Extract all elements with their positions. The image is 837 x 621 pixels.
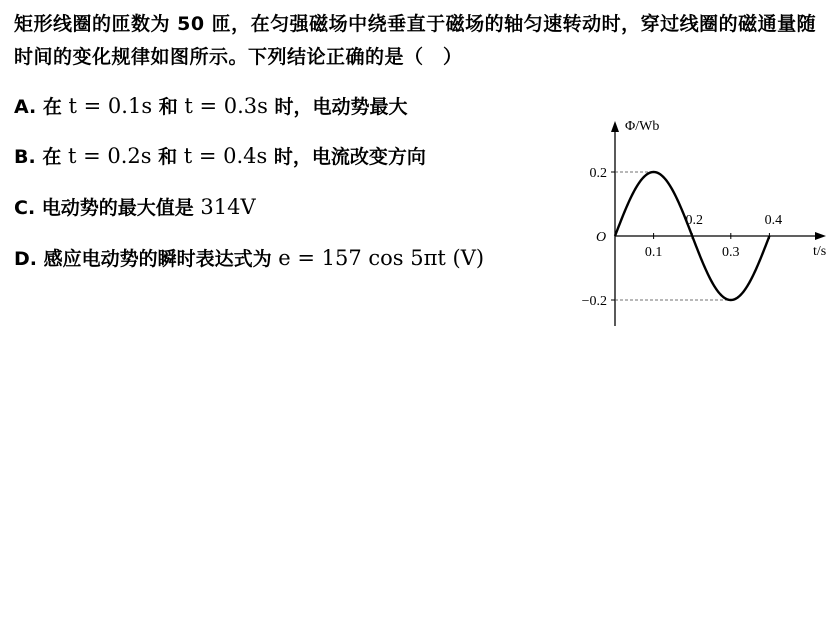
option-letter: A. xyxy=(14,96,37,118)
x-tick-label: 0.2 xyxy=(685,213,703,228)
y-axis-arrow xyxy=(611,121,619,132)
option-text: 电动势的最大值是 xyxy=(41,197,201,219)
option-math: e = 157 cos 5πt (V) xyxy=(278,246,485,270)
option-letter: B. xyxy=(14,146,36,168)
option-c[interactable] xyxy=(14,193,256,220)
option-text: 和 xyxy=(152,96,185,118)
y-tick-label: −0.2 xyxy=(581,294,607,309)
origin-label: O xyxy=(595,230,607,245)
option-text: 和 xyxy=(151,146,184,168)
option-a[interactable] xyxy=(14,92,408,119)
option-math: t = 0.2s xyxy=(67,144,152,168)
option-letter: D. xyxy=(14,248,37,270)
option-math: t = 0.1s xyxy=(68,94,153,118)
option-b[interactable] xyxy=(14,142,426,169)
y-axis-label: Φ/Wb xyxy=(625,119,660,134)
x-tick-label: 0.4 xyxy=(764,213,783,228)
x-axis-arrow xyxy=(815,232,826,240)
x-axis-label: t/s xyxy=(813,244,827,259)
y-tick-label: 0.2 xyxy=(589,166,607,181)
option-text: 时，电动势最大 xyxy=(267,96,408,118)
x-tick-label: 0.3 xyxy=(722,245,740,260)
option-text: 在 xyxy=(42,146,68,168)
option-text: 在 xyxy=(42,96,69,118)
option-text: 感应电动势的瞬时表达式为 xyxy=(43,248,279,270)
question-stem: 矩形线圈的匝数为 50 匝，在匀强磁场中绕垂直于磁场的轴匀速转动时，穿过线圈的磁通量随时间的变化规律如图所示。下列结论正确的是（ ） xyxy=(14,13,817,68)
option-math: t = 0.3s xyxy=(184,94,268,118)
option-d[interactable] xyxy=(14,244,484,271)
x-tick-label: 0.1 xyxy=(644,245,663,260)
option-math: t = 0.4s xyxy=(183,144,268,168)
flux-time-graph xyxy=(565,110,833,330)
option-letter: C. xyxy=(14,197,36,219)
option-math: 314V xyxy=(200,195,256,219)
option-text: 时，电流改变方向 xyxy=(267,146,426,168)
